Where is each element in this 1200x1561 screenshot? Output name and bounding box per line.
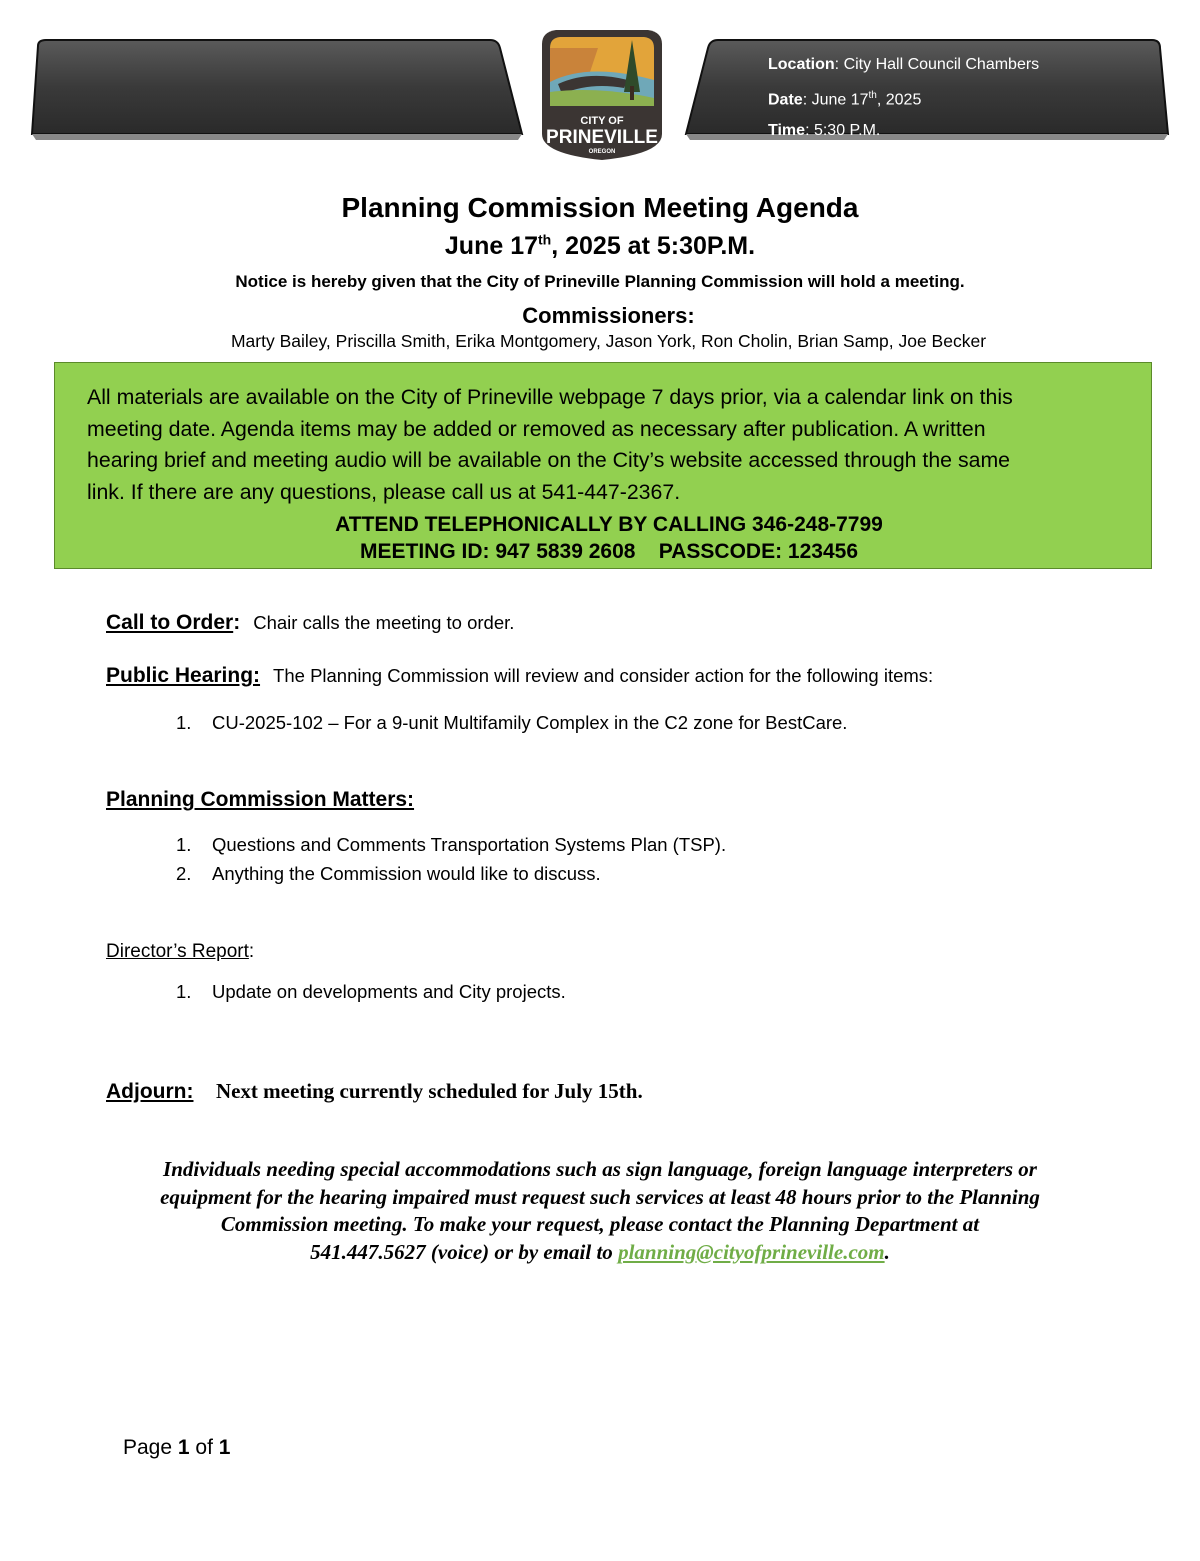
call-to-order-text: Chair calls the meeting to order. xyxy=(253,612,515,633)
adjourn-section xyxy=(106,1079,643,1104)
public-hearing-text: The Planning Commission will review and consider action for the following items: xyxy=(273,665,934,686)
meeting-date-heading: June 17th, 2025 at 5:30P.M. xyxy=(444,232,756,261)
list-item: 1. Update on developments and City projects. xyxy=(176,981,566,1002)
commissioners-heading: Commissioners: xyxy=(522,303,695,328)
meeting-id-line: MEETING ID: 947 5839 2608 PASSCODE: 123456 xyxy=(359,540,858,563)
adjourn-text: Next meeting currently scheduled for July 15th. xyxy=(215,1079,643,1103)
meeting-details xyxy=(768,49,1039,146)
city-logo xyxy=(528,22,676,162)
list-item: 1. CU-2025-102 – For a 9-unit Multifamily Complex in the C2 zone for BestCare. xyxy=(176,712,848,733)
directors-report-section: Director’s Report: xyxy=(106,941,255,962)
meeting-notice: Notice is hereby given that the City of Prineville Planning Commission will hold a meeting. xyxy=(235,272,965,291)
phone-line: ATTEND TELEPHONICALLY BY CALLING 346-248-7799 xyxy=(335,513,883,536)
info-box xyxy=(54,362,1152,569)
telephone-info xyxy=(55,511,1163,565)
pc-matters-heading: Planning Commission Matters: xyxy=(106,788,415,811)
public-hearing-heading: Public Hearing: xyxy=(106,664,261,687)
call-to-order-section: Call to Order: Chair calls the meeting to order. xyxy=(106,611,515,634)
logo-line3: OREGON xyxy=(588,149,616,155)
call-to-order-heading: Call to Order xyxy=(106,611,234,634)
time-line: Time: 5:30 P.M. xyxy=(768,122,881,140)
location-line: Location: City Hall Council Chambers xyxy=(768,56,1040,73)
date-line: Date: June 17th, 2025 xyxy=(768,90,922,109)
pc-matters-section xyxy=(106,788,414,812)
info-paragraph: All materials are available on the City of Prineville webpage 7 days prior, via a calendar link on this meeting date. Agenda items may be added or removed as necessary after publication. A written hearing brief and meeting audio will be available on the City’s website accessed through the same link. If there are any questions, please call us at 541-447-2367. xyxy=(87,385,1013,504)
logo-line1: CITY OF xyxy=(580,115,624,127)
header-banner-left xyxy=(28,38,524,142)
accommodations-notice: Individuals needing special accommodations such as sign language, foreign language interpreters or equipment for the hearing impaired must request such services at least 48 hours prior to the Planning Commission meeting. To make your request, please contact the Planning Department at 541.447.5627 (voice) or by email to planning@cityofprineville.com. xyxy=(160,1157,1040,1264)
commissioners-names: Marty Bailey, Priscilla Smith, Erika Montgomery, Jason York, Ron Cholin, Brian Samp, Joe Becker xyxy=(230,331,987,351)
page-number: Page 1 of 1 xyxy=(123,1436,231,1459)
email-link[interactable]: planning@cityofprineville.com xyxy=(618,1239,885,1264)
adjourn-heading: Adjourn: xyxy=(106,1080,194,1103)
logo-line2: PRINEVILLE xyxy=(546,127,658,148)
list-item: 2. Anything the Commission would like to discuss. xyxy=(176,863,601,884)
directors-report-heading: Director’s Report xyxy=(106,941,249,962)
public-hearing-section xyxy=(106,664,933,688)
list-item: 1. Questions and Comments Transportation Systems Plan (TSP). xyxy=(176,834,727,855)
page-title: Planning Commission Meeting Agenda xyxy=(341,192,859,223)
